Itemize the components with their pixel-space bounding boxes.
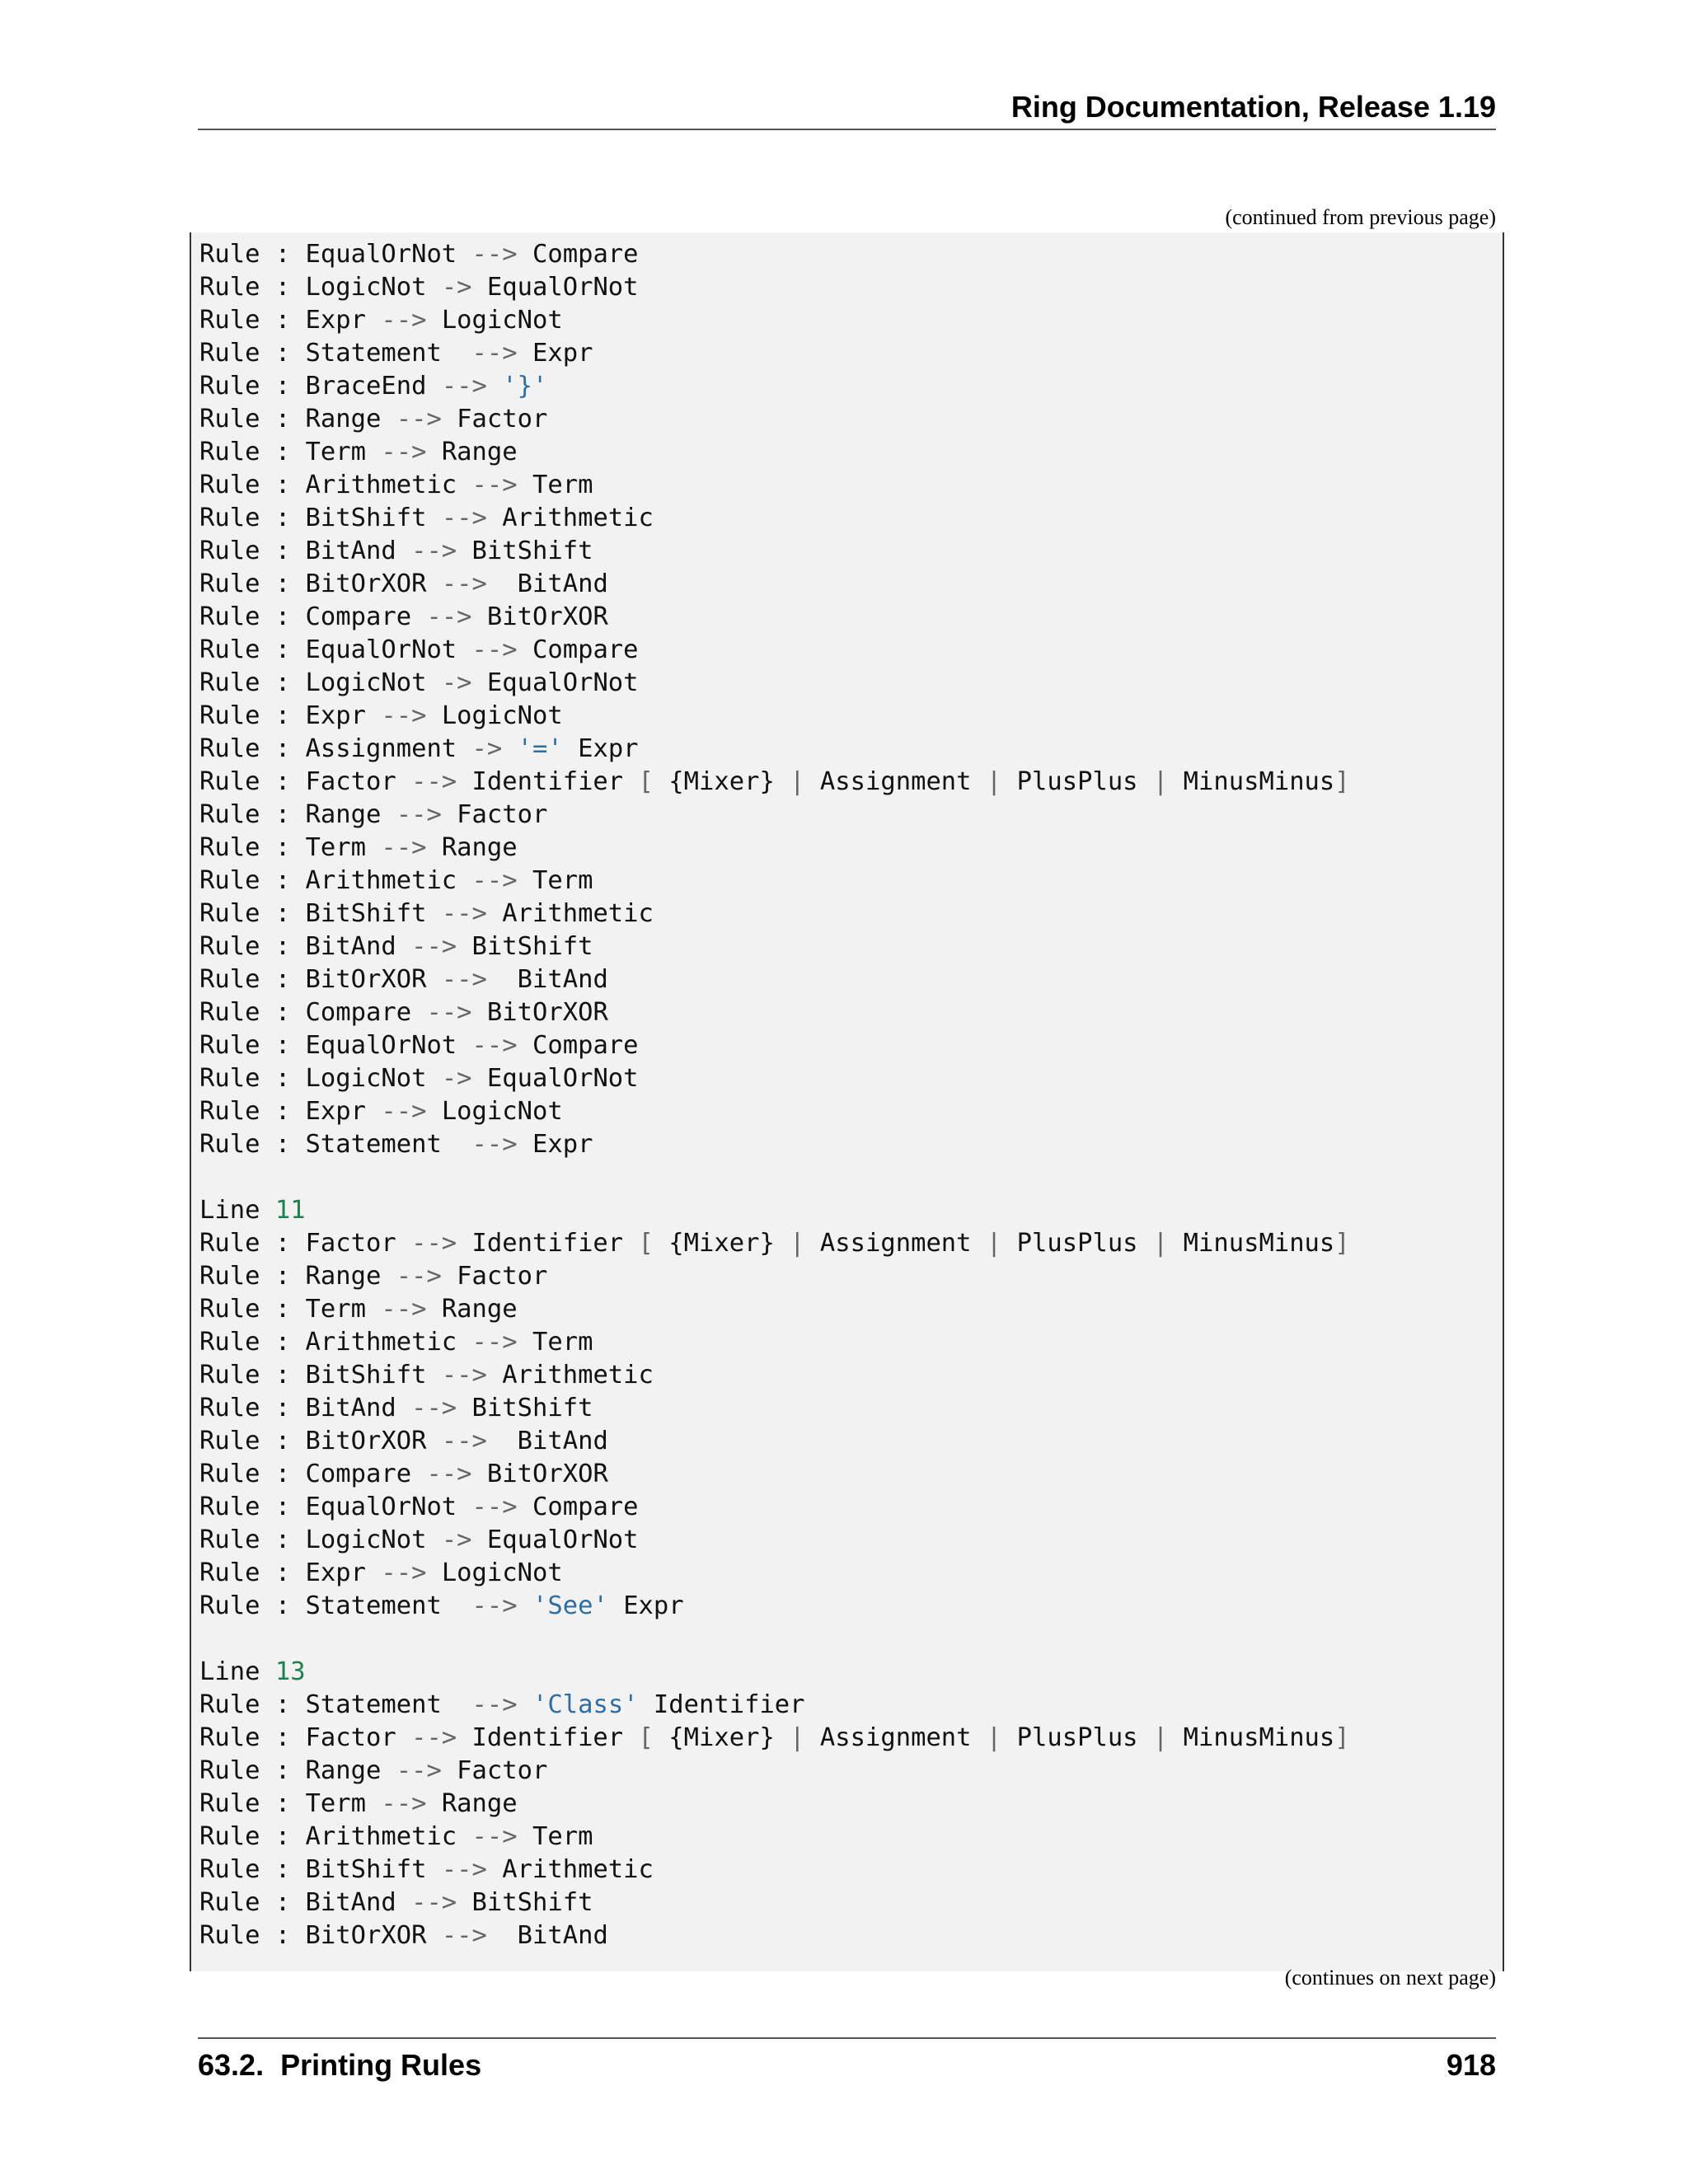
code-token: BitOrXOR: [471, 1460, 608, 1488]
code-token: Term: [517, 1328, 593, 1357]
code-token: -->: [471, 1031, 518, 1060]
code-token: Range: [426, 438, 518, 466]
code-line: [199, 634, 1350, 667]
code-token: BitAnd: [486, 569, 608, 598]
code-line: [199, 271, 1350, 304]
code-token: Rule : Factor: [199, 1723, 412, 1752]
code-token: Rule : Expr: [199, 1558, 382, 1587]
code-token: Arithmetic: [486, 899, 654, 928]
code-token: |: [1152, 767, 1169, 796]
code-token: Range: [426, 1789, 518, 1818]
code-token: ]: [1334, 1723, 1350, 1752]
code-token: {Mixer}: [653, 767, 790, 796]
code-line: [199, 1227, 1350, 1260]
code-token: Rule : Term: [199, 1295, 382, 1324]
code-block: [190, 232, 1504, 1971]
code-token: Rule : LogicNot: [199, 668, 442, 697]
code-token: ]: [1334, 767, 1350, 796]
code-token: BitOrXOR: [471, 998, 608, 1027]
code-token: Identifier: [457, 1723, 639, 1752]
code-token: -->: [381, 438, 427, 466]
code-token: Term: [517, 866, 593, 895]
code-token: Rule : EqualOrNot: [199, 1493, 472, 1521]
code-token: PlusPlus: [1001, 1229, 1153, 1258]
code-token: -->: [381, 1097, 427, 1126]
code-token: BitAnd: [486, 1921, 608, 1950]
code-token: -->: [441, 372, 487, 401]
code-token: Arithmetic: [486, 1361, 654, 1390]
code-token: Compare: [517, 240, 639, 269]
code-token: Expr: [607, 1591, 684, 1620]
code-token: Rule : BitAnd: [199, 1888, 412, 1917]
code-line: [199, 700, 1350, 733]
continued-from-previous-page-note: (continued from previous page): [1225, 205, 1496, 229]
code-token: Rule : Factor: [199, 1229, 412, 1258]
code-token: LogicNot: [426, 1558, 563, 1587]
code-line: [199, 1161, 1350, 1194]
code-token: Rule : BitShift: [199, 504, 442, 532]
code-token: MinusMinus: [1168, 767, 1335, 796]
code-token: EqualOrNot: [471, 1526, 639, 1554]
code-line: [199, 568, 1350, 601]
code-line: [199, 1722, 1350, 1755]
code-line: [199, 1392, 1350, 1425]
code-token: Expr: [517, 339, 593, 368]
code-token: Factor: [441, 1756, 548, 1785]
code-token: -->: [426, 998, 472, 1027]
code-line: [199, 996, 1350, 1029]
code-token: Rule : BitShift: [199, 1361, 442, 1390]
code-token: -->: [381, 306, 427, 335]
code-token: BitShift: [457, 1394, 593, 1422]
code-token: -->: [396, 1262, 442, 1291]
code-line: [199, 1029, 1350, 1062]
code-token: -->: [471, 1130, 518, 1159]
code-token: |: [790, 767, 805, 796]
code-token: |: [1152, 1723, 1169, 1752]
code-token: -->: [441, 1855, 487, 1884]
code-line: [199, 1821, 1350, 1854]
code-token: Factor: [441, 1262, 548, 1291]
code-token: -->: [471, 471, 518, 499]
code-token: [518, 1690, 532, 1719]
code-line: [199, 1458, 1350, 1491]
code-lines: [199, 238, 1350, 1952]
code-token: Rule : BitOrXOR: [199, 569, 442, 598]
code-token: Rule : Statement: [199, 1591, 472, 1620]
code-line: [199, 1854, 1350, 1886]
code-token: Rule : EqualOrNot: [199, 1031, 472, 1060]
code-token: -->: [471, 240, 518, 269]
code-token: Rule : BitAnd: [199, 1394, 412, 1422]
code-token: -->: [471, 1328, 518, 1357]
code-token: -->: [411, 1229, 457, 1258]
code-token: -->: [441, 504, 487, 532]
code-line: [199, 1062, 1350, 1095]
code-token: -->: [471, 1493, 518, 1521]
code-token: -->: [441, 1921, 487, 1950]
code-token: Compare: [517, 1031, 639, 1060]
code-token: Factor: [441, 800, 548, 829]
code-token: LogicNot: [426, 306, 563, 335]
code-line: [199, 370, 1350, 403]
code-token: LogicNot: [426, 1097, 563, 1126]
code-line: [199, 601, 1350, 634]
code-line: [199, 1491, 1350, 1524]
code-line: [199, 667, 1350, 700]
code-token: Rule : Term: [199, 438, 382, 466]
code-token: -->: [396, 1756, 442, 1785]
code-token: [: [638, 1723, 654, 1752]
code-line: [199, 1293, 1350, 1326]
code-token: [487, 372, 502, 401]
code-token: MinusMinus: [1168, 1229, 1335, 1258]
code-line: [199, 1425, 1350, 1458]
code-token: Rule : EqualOrNot: [199, 635, 472, 664]
code-line: [199, 403, 1350, 436]
code-token: -->: [441, 965, 487, 994]
code-token: PlusPlus: [1001, 767, 1153, 796]
code-token: Line: [199, 1657, 275, 1686]
code-token: Rule : Arithmetic: [199, 471, 472, 499]
code-token: -->: [381, 833, 427, 862]
code-token: -->: [381, 1295, 427, 1324]
code-token: EqualOrNot: [471, 273, 639, 302]
code-token: -->: [441, 1427, 487, 1455]
code-token: Rule : Compare: [199, 1460, 427, 1488]
code-line: [199, 1590, 1350, 1623]
code-line: [199, 1919, 1350, 1952]
code-token: Rule : Arithmetic: [199, 1822, 472, 1851]
code-token: Rule : LogicNot: [199, 1064, 442, 1093]
continues-on-next-page-note: (continues on next page): [1284, 1966, 1496, 1990]
code-line: [199, 930, 1350, 963]
code-token: -->: [411, 932, 457, 961]
section-title: 63.2. Printing Rules: [198, 2048, 482, 2082]
code-token: Rule : Factor: [199, 767, 412, 796]
code-token: Line: [199, 1196, 275, 1225]
code-token: EqualOrNot: [471, 668, 639, 697]
code-token: BitOrXOR: [471, 602, 608, 631]
code-token: Rule : Expr: [199, 1097, 382, 1126]
code-line: [199, 535, 1350, 568]
code-token: -->: [441, 569, 487, 598]
code-token: ->: [441, 1526, 472, 1554]
code-token: |: [986, 1229, 1002, 1258]
code-token: ->: [441, 273, 472, 302]
code-token: -->: [426, 602, 472, 631]
code-token: 'Class': [532, 1690, 639, 1719]
code-token: -->: [411, 767, 457, 796]
code-token: [: [638, 767, 654, 796]
code-line: [199, 963, 1350, 996]
page-footer: [198, 2037, 1496, 2087]
code-token: Rule : LogicNot: [199, 273, 442, 302]
code-token: -->: [411, 537, 457, 565]
code-token: Rule : BraceEnd: [199, 372, 442, 401]
code-line: [199, 1128, 1350, 1161]
code-token: BitAnd: [486, 965, 608, 994]
code-token: BitShift: [457, 1888, 593, 1917]
code-token: Rule : Range: [199, 1756, 396, 1785]
code-token: ->: [471, 734, 503, 763]
code-token: '=': [517, 734, 563, 763]
code-token: |: [790, 1723, 805, 1752]
code-token: Rule : Range: [199, 1262, 396, 1291]
code-token: Term: [517, 1822, 593, 1851]
code-token: Rule : Compare: [199, 998, 427, 1027]
code-token: Expr: [562, 734, 639, 763]
code-line: [199, 766, 1350, 799]
code-line: [199, 1194, 1350, 1227]
code-token: Arithmetic: [486, 1855, 654, 1884]
code-token: -->: [396, 405, 442, 434]
code-token: Rule : Statement: [199, 339, 472, 368]
code-token: Compare: [517, 1493, 639, 1521]
code-line: [199, 1623, 1350, 1656]
document-title: Ring Documentation, Release 1.19: [1010, 90, 1496, 124]
code-line: [199, 304, 1350, 337]
code-token: Rule : Range: [199, 405, 396, 434]
code-line: [199, 832, 1350, 865]
code-token: [518, 1591, 532, 1620]
code-token: [: [638, 1229, 654, 1258]
code-token: Rule : Compare: [199, 602, 427, 631]
code-line: [199, 1359, 1350, 1392]
code-token: Rule : BitAnd: [199, 932, 412, 961]
code-token: |: [1152, 1229, 1169, 1258]
page-number: 918: [1446, 2048, 1496, 2082]
code-token: -->: [426, 1460, 472, 1488]
code-token: Rule : Range: [199, 800, 396, 829]
code-token: ->: [441, 1064, 472, 1093]
code-line: [199, 1095, 1350, 1128]
code-token: Rule : Expr: [199, 701, 382, 730]
code-token: Assignment: [804, 767, 987, 796]
code-token: Identifier: [457, 1229, 639, 1258]
code-token: -->: [471, 866, 518, 895]
code-token: Expr: [517, 1130, 593, 1159]
code-token: -->: [471, 339, 518, 368]
code-token: Term: [517, 471, 593, 499]
code-token: Rule : Term: [199, 833, 382, 862]
page-header: [198, 89, 1496, 130]
code-token: Rule : LogicNot: [199, 1526, 442, 1554]
code-line: [199, 502, 1350, 535]
code-token: BitShift: [457, 932, 593, 961]
code-token: -->: [411, 1723, 457, 1752]
code-line: [199, 469, 1350, 502]
code-token: |: [986, 767, 1002, 796]
code-token: 13: [274, 1657, 306, 1686]
code-token: -->: [411, 1888, 457, 1917]
code-token: [502, 734, 517, 763]
code-token: BitAnd: [486, 1427, 608, 1455]
code-token: BitShift: [457, 537, 593, 565]
code-token: EqualOrNot: [471, 1064, 639, 1093]
code-token: MinusMinus: [1168, 1723, 1335, 1752]
code-token: |: [986, 1723, 1002, 1752]
code-line: [199, 337, 1350, 370]
code-token: Arithmetic: [486, 504, 654, 532]
code-token: Rule : BitShift: [199, 899, 442, 928]
code-token: -->: [441, 899, 487, 928]
code-token: -->: [381, 1789, 427, 1818]
code-token: Rule : BitShift: [199, 1855, 442, 1884]
code-token: Rule : Arithmetic: [199, 1328, 472, 1357]
code-line: [199, 733, 1350, 766]
code-token: -->: [396, 800, 442, 829]
code-token: Range: [426, 1295, 518, 1324]
code-line: [199, 1886, 1350, 1919]
code-token: PlusPlus: [1001, 1723, 1153, 1752]
code-line: [199, 1656, 1350, 1689]
code-token: Rule : BitOrXOR: [199, 965, 442, 994]
code-token: Identifier: [457, 767, 639, 796]
code-token: Range: [426, 833, 518, 862]
code-token: Rule : Term: [199, 1789, 382, 1818]
code-token: -->: [471, 1822, 518, 1851]
code-token: Identifier: [638, 1690, 805, 1719]
code-token: Rule : Assignment: [199, 734, 472, 763]
code-token: |: [790, 1229, 805, 1258]
code-token: Rule : Expr: [199, 306, 382, 335]
code-token: 11: [274, 1196, 306, 1225]
code-token: -->: [411, 1394, 457, 1422]
code-token: {Mixer}: [653, 1723, 790, 1752]
code-token: ->: [441, 668, 472, 697]
code-token: Rule : BitAnd: [199, 537, 412, 565]
code-token: Factor: [441, 405, 548, 434]
code-token: -->: [471, 1591, 518, 1620]
code-line: [199, 865, 1350, 898]
code-line: [199, 1689, 1350, 1722]
code-token: Rule : Statement: [199, 1690, 472, 1719]
code-line: [199, 1260, 1350, 1293]
code-line: [199, 436, 1350, 469]
code-token: Rule : EqualOrNot: [199, 240, 472, 269]
code-line: [199, 1524, 1350, 1557]
code-token: '}': [502, 372, 548, 401]
code-token: Rule : Statement: [199, 1130, 472, 1159]
code-token: Assignment: [804, 1229, 987, 1258]
code-token: Rule : Arithmetic: [199, 866, 472, 895]
code-token: 'See': [532, 1591, 608, 1620]
code-token: -->: [471, 1690, 518, 1719]
code-line: [199, 799, 1350, 832]
code-line: [199, 238, 1350, 271]
code-token: Rule : BitOrXOR: [199, 1921, 442, 1950]
code-line: [199, 1755, 1350, 1788]
code-line: [199, 1788, 1350, 1821]
code-token: Assignment: [804, 1723, 987, 1752]
code-token: ]: [1334, 1229, 1350, 1258]
code-token: Compare: [517, 635, 639, 664]
code-line: [199, 898, 1350, 930]
code-token: LogicNot: [426, 701, 563, 730]
code-line: [199, 1557, 1350, 1590]
code-token: {Mixer}: [653, 1229, 790, 1258]
code-token: -->: [381, 701, 427, 730]
code-line: [199, 1326, 1350, 1359]
code-token: -->: [471, 635, 518, 664]
code-token: -->: [381, 1558, 427, 1587]
code-token: -->: [441, 1361, 487, 1390]
code-token: Rule : BitOrXOR: [199, 1427, 442, 1455]
